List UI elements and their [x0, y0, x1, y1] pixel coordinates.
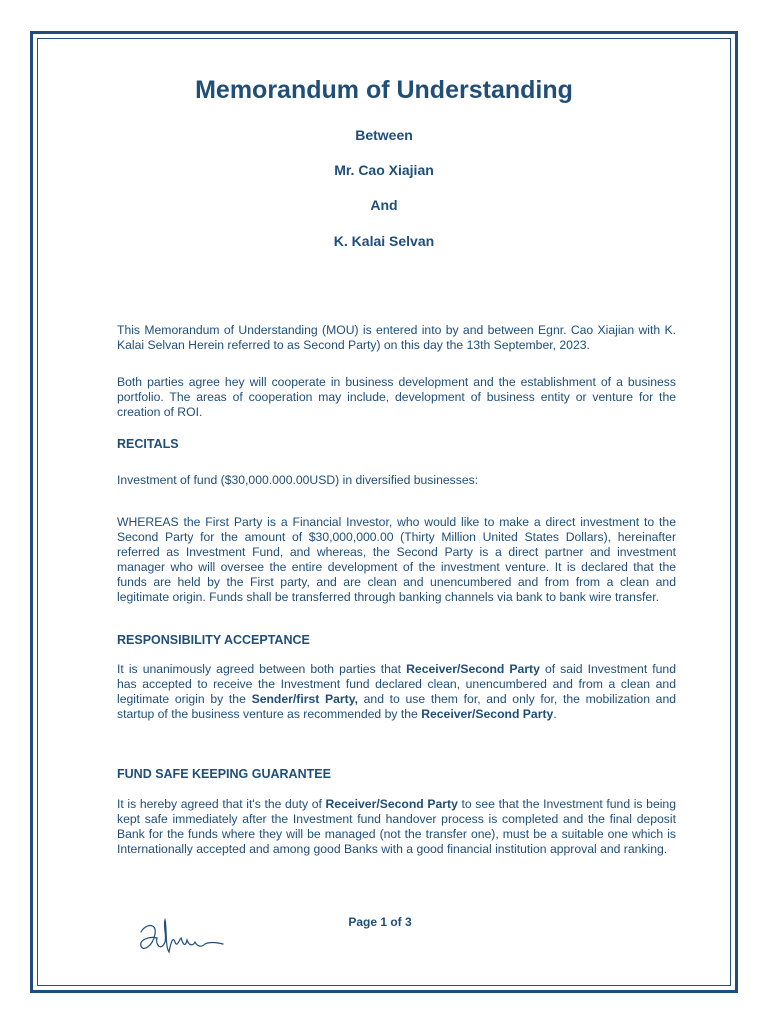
- signature-image: [135, 912, 235, 962]
- responsibility-paragraph: It is unanimously agreed between both parties that Receiver/Second Party of said Investment fund has accepted to receive the Investment fund declared clean, unencumbered and from a clean and legitimate origin by the Sender/first Party, and to use them for, and only for, the mobilization and startup of the business venture as recommended by the Receiver/Second Party.: [117, 662, 676, 721]
- document-title: Memorandum of Understanding: [195, 76, 573, 104]
- and-label: And: [370, 197, 398, 213]
- recitals-heading: RECITALS: [117, 437, 179, 451]
- second-party-name: K. Kalai Selvan: [333, 233, 435, 249]
- fund-safe-paragraph: It is hereby agreed that it's the duty of Receiver/Second Party to see that the Investment fund is being kept safe immediately after the Investment fund handover process is completed and the final deposit Bank for the funds where they will be managed (not the transfer one), must be a suitable one which is Internationally accepted and among good Banks with a good financial institution approval and ranking.: [117, 797, 676, 856]
- between-label: Between: [355, 127, 413, 143]
- page-number: Page 1 of 3: [348, 915, 412, 929]
- recitals-line: Investment of fund ($30,000.000.00USD) in diversified businesses:: [117, 473, 479, 487]
- first-party-name: Mr. Cao Xiajian: [334, 162, 434, 178]
- intro-paragraph: This Memorandum of Understanding (MOU) is entered into by and between Egnr. Cao Xiajian with K. Kalai Selvan Herein referred to as Second Party) on this day the 13th September, 2023.: [117, 323, 676, 352]
- responsibility-heading: RESPONSIBILITY ACCEPTANCE: [117, 633, 310, 647]
- whereas-paragraph: WHEREAS the First Party is a Financial Investor, who would like to make a direct investment to the Second Party for the amount of $30,000,000.00 (Thirty Million United States Dollars), hereinafter referred as Investment Fund, and whereas, the Second Party is a direct partner and investment manager who will oversee the entire development of the investment venture. It is declared that the funds are held by the First party, and are clean and unencumbered and from from a clean and legitimate origin. Funds shall be transferred through banking channels via bank to bank wire transfer.: [117, 515, 676, 604]
- cooperation-paragraph: Both parties agree hey will cooperate in business development and the establishment of a business portfolio. The areas of cooperation may include, development of business entity or venture for the creation of ROI.: [117, 375, 676, 419]
- fund-safe-heading: FUND SAFE KEEPING GUARANTEE: [117, 767, 331, 781]
